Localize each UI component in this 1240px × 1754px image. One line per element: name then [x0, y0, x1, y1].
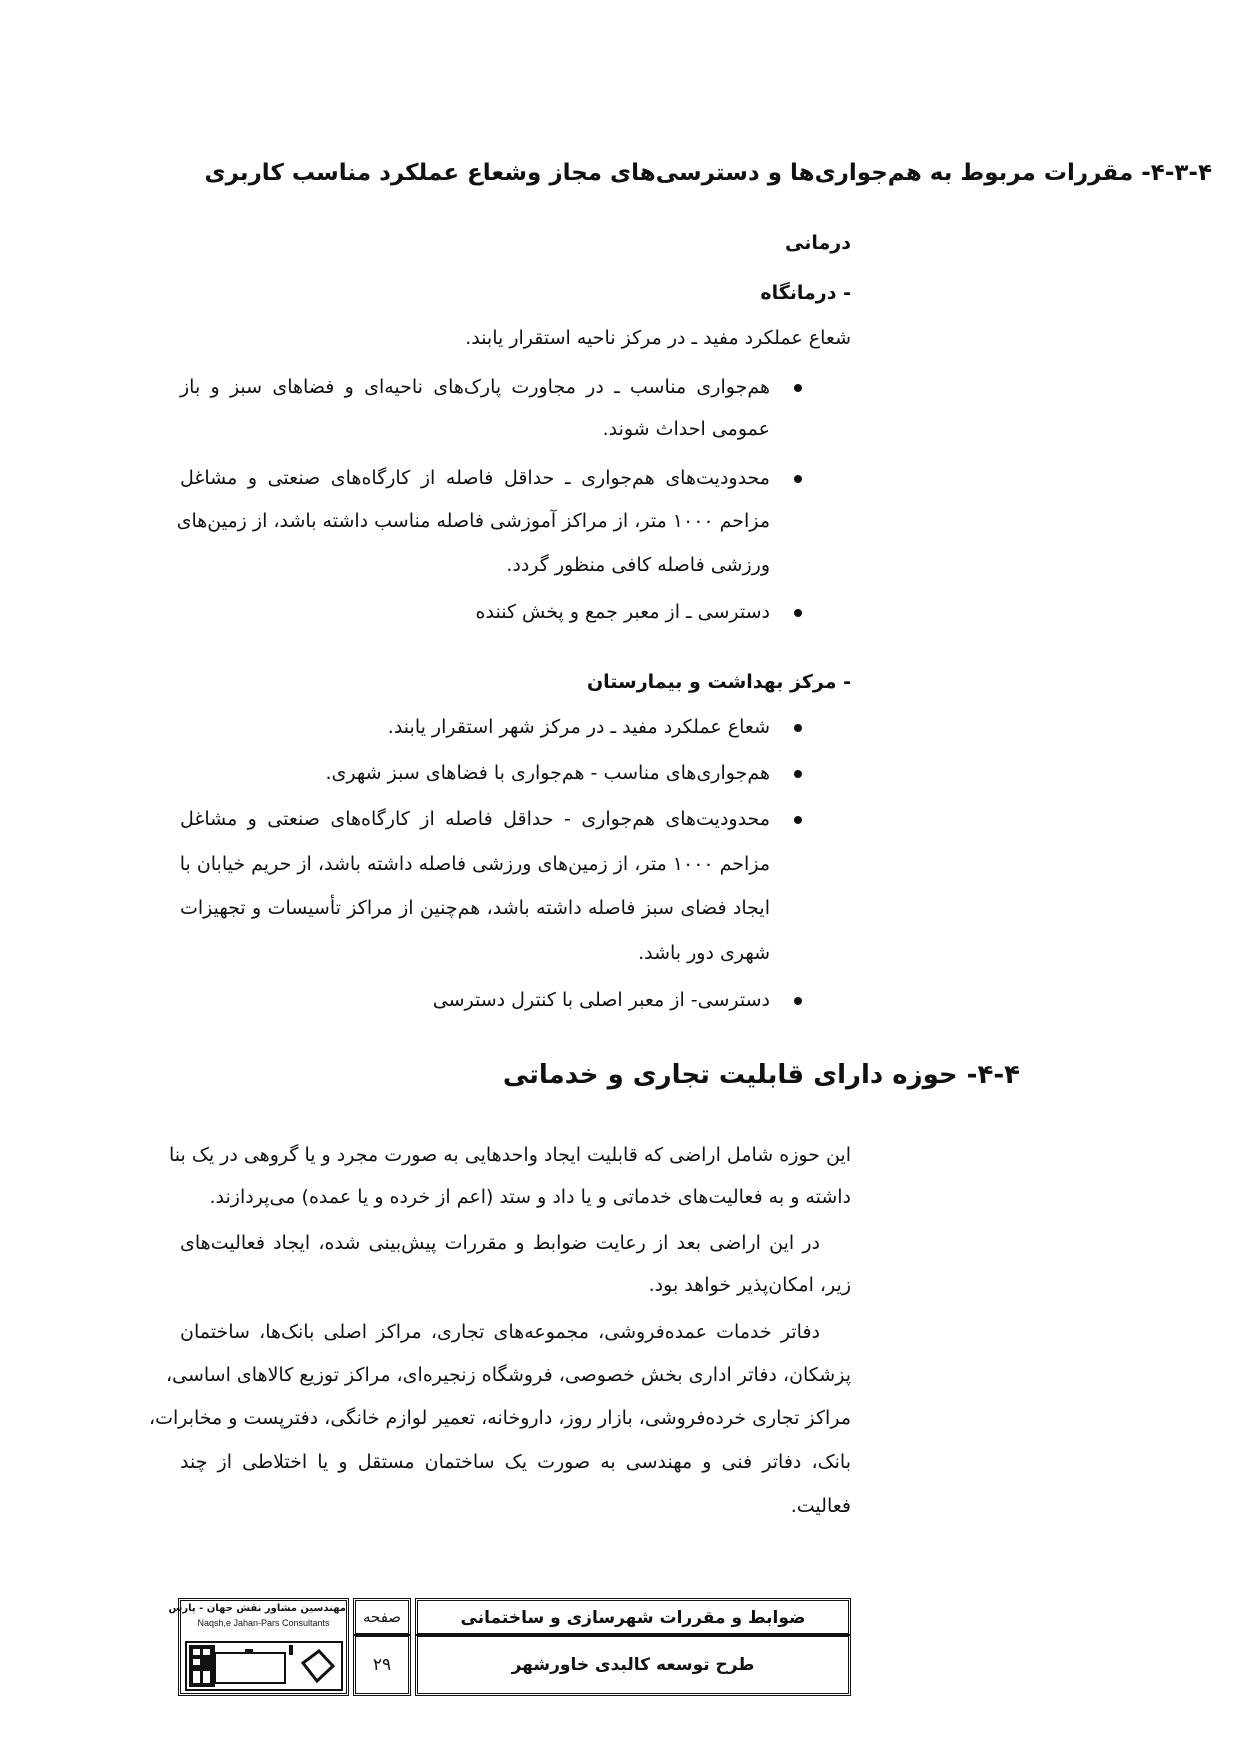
- bullet-icon: [794, 770, 802, 778]
- bullet-icon: [794, 609, 802, 617]
- bullet-icon: [794, 724, 802, 732]
- paragraph-line: پزشکان، دفاتر اداری بخش خصوصی، فروشگاه زنجیره‌ای، مراکز توزیع کالاهای اساسی،: [166, 1364, 851, 1386]
- list-item-line: هم‌جواری مناسب ـ در مجاورت پارک‌های ناحیه‌ای و فضاهای سبز و باز: [180, 376, 770, 398]
- bullet-icon: [794, 384, 802, 392]
- list-item-line: مزاحم ۱۰۰۰ متر، از مراکز آموزشی فاصله مناسب داشته باشد، از زمین‌های: [176, 510, 770, 532]
- list-item-line: شعاع عملکرد مفید ـ در مرکز شهر استقرار یابند.: [387, 716, 770, 738]
- subheading-clinic: - درمانگاه: [760, 282, 851, 304]
- doc-title: ضوابط و مقررات شهرسازی و ساختمانی: [460, 1608, 806, 1628]
- section-heading-4-3-4: ۴-۳-۴- مقررات مربوط به هم‌جواری‌ها و دسترسی‌های مجاز وشعاع عملکرد مناسب کاربری: [204, 160, 1212, 186]
- paragraph-line: در این اراضی بعد از رعایت ضوابط و مقررات پیش‌بینی شده، ایجاد فعالیت‌های: [180, 1232, 820, 1254]
- company-box: [168, 1598, 349, 1696]
- list-item-line: هم‌جواری‌های مناسب - هم‌جواری با فضاهای سبز شهری.: [325, 762, 770, 784]
- paragraph-line: مراکز تجاری خرده‌فروشی، بازار روز، داروخانه، تعمیر لوازم خانگی، دفترپست و مخابرات،: [148, 1407, 851, 1429]
- section-heading-4-4: ۴-۴- حوزه دارای قابلیت تجاری و خدماتی: [502, 1060, 1020, 1090]
- page-footer: [168, 1598, 851, 1696]
- paragraph-line: بانک، دفاتر فنی و مهندسی به صورت یک ساختمان مستقل و یا اختلاطی از چند: [180, 1451, 851, 1473]
- paragraph-line: فعالیت.: [790, 1495, 851, 1517]
- clinic-intro: شعاع عملکرد مفید ـ در مرکز ناحیه استقرار یابند.: [465, 327, 851, 349]
- list-item-line: مزاحم ۱۰۰۰ متر، از زمین‌های ورزشی فاصله داشته باشد، از حریم خیابان با: [179, 853, 770, 875]
- page-label: صفحه: [362, 1608, 402, 1626]
- doc-title-cell: [415, 1598, 851, 1636]
- list-item-line: عمومی احداث شوند.: [602, 418, 770, 440]
- project-title: طرح توسعه کالبدی خاورشهر: [511, 1655, 755, 1675]
- subheading-hospital: - مرکز بهداشت و بیمارستان: [586, 671, 851, 693]
- list-item-line: شهری دور باشد.: [638, 942, 770, 964]
- page-label-cell: [353, 1598, 411, 1636]
- list-item-line: دسترسی- از معبر اصلی با کنترل دسترسی: [432, 989, 770, 1011]
- page-number: ۲۹: [372, 1655, 392, 1675]
- bullet-icon: [794, 475, 802, 483]
- list-item-line: محدودیت‌های هم‌جواری ـ حداقل فاصله از کارگاه‌های صنعتی و مشاغل: [180, 467, 770, 489]
- list-item-line: ایجاد فضای سبز فاصله داشته باشد، هم‌چنین از مراکز تأسیسات و تجهیزات: [180, 897, 770, 919]
- list-item-line: ورزشی فاصله کافی منظور گردد.: [506, 554, 770, 576]
- list-item-line: محدودیت‌های هم‌جواری - حداقل فاصله از کارگاه‌های صنعتی و مشاغل: [180, 808, 770, 830]
- company-name-fa: مهندسین مشاور نقش جهان - پارس: [168, 1603, 346, 1614]
- company-logo: [185, 1641, 343, 1691]
- paragraph-line: دفاتر خدمات عمده‌فروشی، مجموعه‌های تجاری، مراکز اصلی بانک‌ها، ساختمان: [180, 1321, 820, 1343]
- page-number-cell: [353, 1634, 411, 1696]
- category-heading: درمانی: [785, 232, 851, 254]
- paragraph-line: داشته و به فعالیت‌های خدماتی و یا داد و ستد (اعم از خرده و یا عمده) می‌پردازند.: [209, 1186, 851, 1208]
- project-title-cell: [415, 1634, 851, 1696]
- list-item-line: دسترسی ـ از معبر جمع و پخش کننده: [475, 601, 770, 623]
- bullet-icon: [794, 997, 802, 1005]
- paragraph-line: این حوزه شامل اراضی که قابلیت ایجاد واحدهایی به صورت مجرد و یا گروهی در یک بنا: [168, 1144, 851, 1166]
- paragraph-line: زیر، امکان‌پذیر خواهد بود.: [648, 1274, 851, 1296]
- bullet-icon: [794, 816, 802, 824]
- company-name-en: Naqsh,e Jahan-Pars Consultants: [197, 1618, 330, 1628]
